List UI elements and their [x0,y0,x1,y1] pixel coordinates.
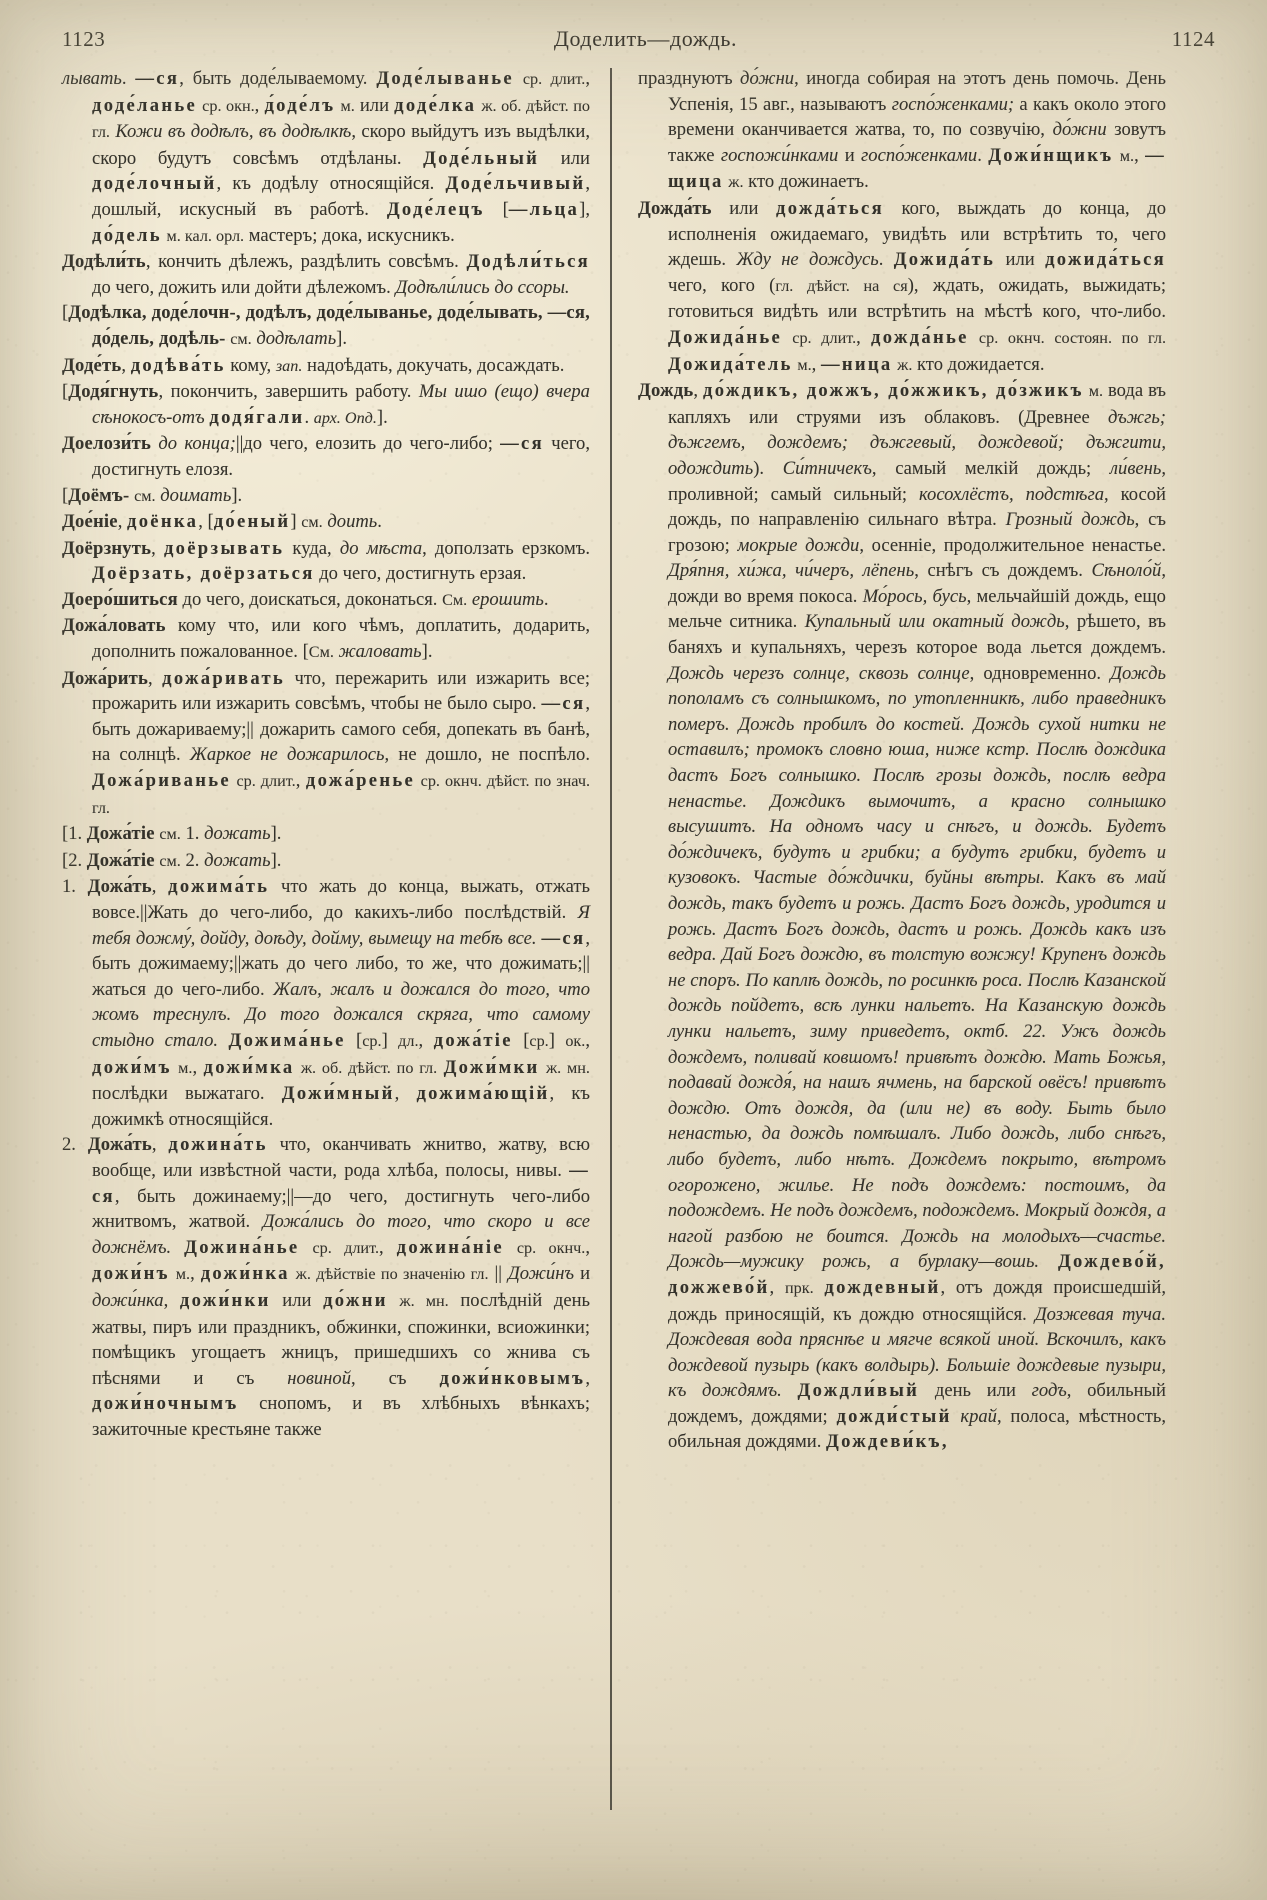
right-text-column [638,66,1166,1826]
dictionary-entry: Дожа́ловать кому что, или кого чѣмъ, доплатить, додарить, дополнить пожалованное. [См. жаловать]. [62,615,590,663]
dictionary-entry: Доде́ть, додѣва́ть кому, зап. надоѣдать, докучать, досаждать. [62,354,565,376]
dictionary-entry: [Додя́гнуть, покончить, завершить работу. Мы ишо (ещо) вчера сѣнокосъ-отъ додя́гали. арх. Опд.]. [62,381,590,428]
dictionary-entry: [2. Дожа́тіе см. 2. дожать]. [62,849,282,871]
left-text-column [62,66,610,1826]
column-divider-rule [610,68,612,1810]
dictionary-entry: Дожда́ть или дожда́ться кого, выждать до конца, до исполненія ожидаемаго, увидѣть или встрѣтить то, чего ждешь. Жду не дождусь. Дожида́ть или дожида́ться чего, кого (гл. дѣйст. на ся), ждать, ожидать, выжидать; готовиться видѣть или встрѣтить на мѣстѣ кого, что-либо. Дожида́нье ср. длит., дожда́нье ср. окнч. состоян. по гл. Дожида́тель м., —ница ж. кто дожидается. [638,197,1166,375]
dictionary-entry: [Додѣлка, доде́лочн-, додѣлъ, доде́лыванье, доде́лывать, —ся, до́дель, додѣль- см. додѣлать]. [62,302,590,349]
running-head [62,26,1215,56]
dictionary-entry: [Доёмъ- см. доимать]. [62,484,243,506]
dictionary-entry: лывать. —ся, быть доде́лываемому. Доде́лыванье ср. длит., доде́ланье ср. окн., д́оде́лъ м. или доде́лка ж. об. дѣйст. по гл. Кожи въ додѣлъ, въ додѣлкѣ, скоро выйдутъ изъ выдѣлки, скоро будутъ совсѣмъ отдѣланы. Доде́льный или доде́лочный, къ додѣлу относящійся. Доде́льчивый, дошлый, искусный въ работѣ. Доде́лецъ [—льца], до́дель м. кал. орл. мастеръ; дока, искусникъ. [62,68,590,246]
dictionary-entry: Дое́ніе, доёнка, [до́еный] см. доить. [62,511,382,533]
dictionary-entry: 1. Дожа́ть, дожима́ть что жать до конца, выжать, отжать вовсе.||Жать до чего-либо, до какихъ-либо послѣдствій. Я тебя дожму́, дойду, доѣду, дойму, вымещу на тебѣ все. —ся, быть дожимаему;||жать до чего либо, то же, что дожимать;||жаться до чего-либо. Жалъ, жалъ и дожался до того, что жомъ треснулъ. До того дожался скряга, что самому стыдно стало. Дожима́нье [ср.] дл., дожа́тіе [ср.] ок., дожи́мъ м., дожи́мка ж. об. дѣйст. по гл. Дожи́мки ж. мн. послѣдки выжатаго. Дожи́мный, дожима́ющій, къ дожимкѣ относящійся. [62,876,590,1130]
dictionary-entry: [1. Дожа́тіе см. 1. дожать]. [62,823,282,845]
dictionary-entry: Дожа́рить, дожа́ривать что, пережарить или изжарить все; прожарить или изжарить совсѣмъ, чтобы не было сыро. —ся, быть дожариваему;|| дожарить самого себя, допекать въ банѣ, на солнцѣ. Жаркое не дожарилось, не дошло, не поспѣло. Дожа́риванье ср. длит., дожа́ренье ср. окнч. дѣйст. по знач. гл. [62,667,591,817]
dictionary-entry: Доёрзнуть, доёрзывать куда, до мѣста, доползать ерзкомъ. Доёрзать, доёрзаться до чего, достигнуть ерзая. [62,537,590,585]
dictionary-entry: Доеро́шиться до чего, доискаться, доконаться. См. ерошить. [62,588,549,610]
dictionary-entry: Дождь, до́ждикъ, дожжъ, до́жжикъ, до́зжикъ м. вода въ капляхъ или струями изъ облаковъ. (Древнее дъжгь; дъжгемъ, дождемъ; дъжгевый, дождевой; дъжгити, одождить). Си́тничекъ, самый мелкій дождь; ли́вень, проливной; самый сильный; косохлёстъ, подстѣга, косой дождь, по направленію сильнаго вѣтра. Грозный дождь, съ грозою; мокрые дожди, осенніе, продолжительное ненастье. Дря́пня, хи́жа, чи́черъ, лёпень, снѣгъ съ дождемъ. Сѣноло́й, дожди во время покоса. Мо́рось, бусь, мельчайшій дождь, ещо мельче ситника. Купальный или окатный дождь, рѣшето, въ баняхъ и купальняхъ, черезъ которое вода льется дождемъ. Дождь черезъ солнце, сквозь солнце, одновременно. Дождь пополамъ съ солнышкомъ, по утопленникѣ, либо праведникъ померъ. Дождь пробилъ до костей. Дождь сухой нитки не оставилъ; промокъ словно юша, ниже кстр. Послѣ дождика дастъ Богъ солнышко. Послѣ грозы дождь, послѣ ведра ненастье. Дождикъ вымочитъ, а красно солнышко высушитъ. На одномъ часу и снѣгъ, и дождь. Будетъ до́ждичекъ, будутъ и грибки; а будутъ грибки, будетъ и кузовокъ. Частые до́ждички, буйны вѣтры. Какъ въ май дождь, такъ будетъ и рожь. Дастъ Богъ дождь, уродится и рожь. Дастъ Богъ дождь, дастъ и рожь. Дождь какъ изъ ведра. Дай Богъ дождю, въ толстую вожжу! Крупенъ дождь не споръ. По каплѣ дождь, по росинкѣ роса. Послѣ Казанской дождь пойдетъ, всѣ лунки нальетъ. На Казанскую дождь лунки нальетъ, зиму приведетъ, октб. 22. Ужъ дождь дождемъ, поливай ковшомъ! привѣтъ дождю. Мать Божья, подавай дождя́, на нашъ ячмень, на барской овёсъ! привѣтъ дождю. Отъ дождя, да (или не) въ воду. Быть было ненастью, да дождь помѣшалъ. Либо дождь, либо снѣгъ, либо будетъ, либо нѣтъ. Дождемъ покрыто, вѣтромъ огорожено, жилье. Не подъ дождемъ: постоимъ, да подождемъ. Не подъ дождемъ, подождемъ. Мокрый дождя, а нагой разбою не боится. Дождь на молодыхъ—счастье. Дождь—мужику рожь, а бурлаку—вошь. Дождево́й, дожжево́й, прк. дождевный, отъ дождя происшедшій, дождь приносящій, къ дождю относящійся. Дозжевая туча. Дождевая вода пряснѣе и мягче всякой иной. Вскочилъ, какъ дождевой пузырь (какъ волдырь). Большіе дождевые пузыри, къ дождямъ. Дождли́вый день или годъ, обильный дождемъ, дождями; дожди́стый край, полоса, мѣстность, обильная дождями. Дождеви́къ, [638,380,1167,1453]
dictionary-entry: Додѣли́ть, кончить дѣлежъ, раздѣлить совсѣмъ. Додѣли́ться до чего, дожить или дойти дѣлежомъ. Додѣли́лись до ссоры. [62,251,590,298]
running-title: Доделить—дождь. [553,26,738,51]
column-container [62,66,1217,1826]
dictionary-entry: Доелози́ть до конца;||до чего, елозить до чего-либо; —ся чего, достигнуть елозя. [62,433,590,480]
folio-left: 1123 [62,27,106,51]
dictionary-entry: празднуютъ до́жни, иногда собирая на этотъ день помочь. День Успенія, 15 авг., называютъ госпо́женками; а какъ около этого времени оканчивается жатва, то, по созвучію, до́жни зовутъ также госпожи́нками и госпо́женками. Дожи́нщикъ м., —щица ж. кто дожинаетъ. [638,68,1167,193]
folio-right: 1124 [1171,27,1215,51]
dictionary-entry: 2. Дожа́ть, дожина́ть что, оканчивать жнитво, жатву, всю вообще, или извѣстной части, рода хлѣба, полосы, нивы. —ся, быть дожинаему;||—до чего, достигнуть чего-либо жнитвомъ, жатвой. Дожа́лись до того, что скоро и все дожнёмъ. Дожина́нье ср. длит., дожина́нie ср. окнч., дожи́нъ м., дожи́нка ж. дѣйствіе по значенію гл. || Дожи́нъ и дожи́нка, дожи́нки или до́жни ж. мн. послѣдній день жатвы, пиръ или праздникъ, обжинки, спожинки, всиожинки; помѣщикъ угощаетъ жницъ, пришедшихъ со жнива съ пѣснями и съ новиной, съ дожи́нковымъ, дожи́ночнымъ снопомъ, и въ хлѣбныхъ вѣнкахъ; зажиточные крестьяне также [62,1134,591,1440]
